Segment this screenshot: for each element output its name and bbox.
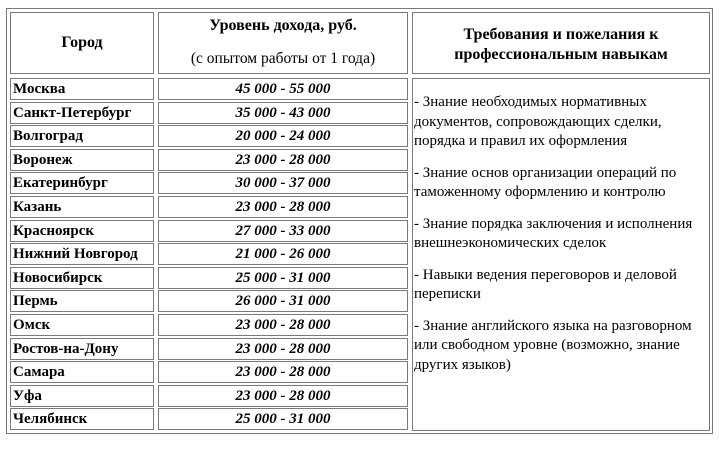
table-row-city: Омск — [10, 314, 154, 336]
header-income-title: Уровень дохода, руб. — [209, 17, 357, 34]
table-row-income: 23 000 - 28 000 — [158, 196, 408, 218]
header-income-note: (с опытом работы от 1 года) — [190, 50, 376, 67]
header-city — [10, 12, 154, 74]
table-row-city: Казань — [10, 196, 154, 218]
table-row-income: 23 000 - 28 000 — [158, 149, 408, 171]
table-row-city: Пермь — [10, 290, 154, 312]
table-row-city: Нижний Новгород — [10, 243, 154, 265]
table-row-city: Ростов-на-Дону — [10, 338, 154, 360]
table-row-income: 25 000 - 31 000 — [158, 267, 408, 289]
header-income — [158, 12, 408, 74]
table-row-income: 26 000 - 31 000 — [158, 290, 408, 312]
table-row-city: Челябинск — [10, 408, 154, 430]
table-row-city: Волгоград — [10, 125, 154, 147]
header-city-label: Город — [61, 34, 103, 51]
table-row-city: Уфа — [10, 385, 154, 407]
requirement-item: - Знание английского языка на разговорном или свободном уровне (возможно, знание других языков) — [414, 317, 692, 373]
table-row-income: 30 000 - 37 000 — [158, 172, 408, 194]
table-row-income: 45 000 - 55 000 — [158, 78, 408, 100]
table-row-income: 27 000 - 33 000 — [158, 220, 408, 242]
header-requirements: Требования и пожелания к профессиональным навыкам — [412, 12, 710, 74]
table-row-city: Самара — [10, 361, 154, 383]
table-row-income: 21 000 - 26 000 — [158, 243, 408, 265]
table-row-income: 23 000 - 28 000 — [158, 314, 408, 336]
table-row-city: Красноярск — [10, 220, 154, 242]
requirements-column — [412, 78, 710, 431]
table-row-city: Екатеринбург — [10, 172, 154, 194]
requirement-item: - Знание основ организации операций по таможенному оформлению и контролю — [414, 164, 677, 200]
table-row-income: 23 000 - 28 000 — [158, 361, 408, 383]
table-row-income: 23 000 - 28 000 — [158, 385, 408, 407]
table-row-city: Москва — [10, 78, 154, 100]
requirement-item: - Знание необходимых нормативных документов, сопровождающих сделки, порядка и правил их оформления — [414, 94, 662, 149]
table-row-city: Новосибирск — [10, 267, 154, 289]
table-row-income: 25 000 - 31 000 — [158, 408, 408, 430]
table-row-city: Санкт-Петербург — [10, 102, 154, 124]
table-row-income: 35 000 - 43 000 — [158, 102, 408, 124]
table-row-income: 20 000 - 24 000 — [158, 125, 408, 147]
requirement-item: - Знание порядка заключения и исполнения внешнеэкономических сделок — [414, 215, 693, 251]
table-row-city: Воронеж — [10, 149, 154, 171]
requirement-item: - Навыки ведения переговоров и деловой переписки — [414, 266, 677, 302]
table-row-income: 23 000 - 28 000 — [158, 338, 408, 360]
